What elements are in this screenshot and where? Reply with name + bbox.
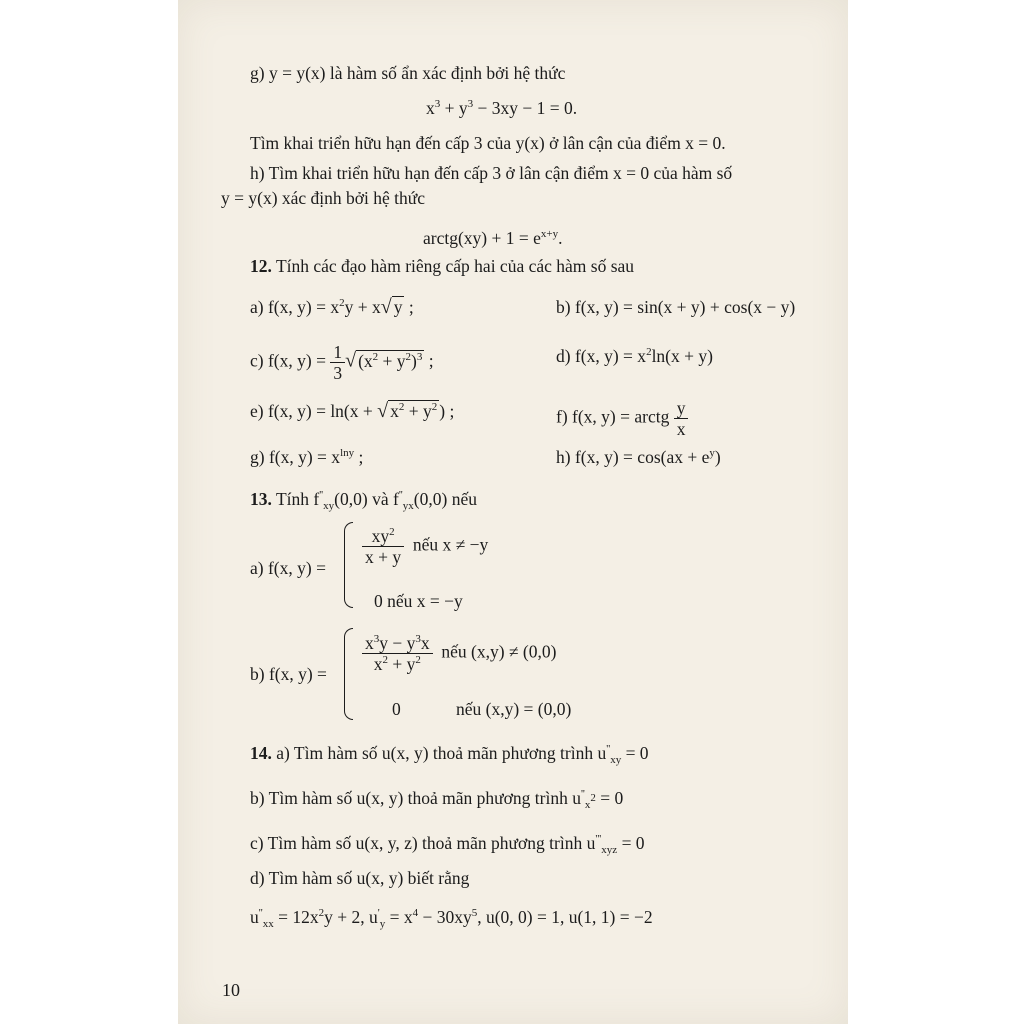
ex12g: g) f(x, $y) = x^{lny}$ ;	[250, 447, 364, 467]
ex14-number: 14.	[250, 743, 272, 763]
ex13-heading: 13. Tính $f''_{xy}(0,0)$ và $f''_{yx}(0,0)$ nếu	[250, 489, 477, 512]
ex12-title: Tính các đạo hàm riêng cấp hai của các hàm số sau	[275, 256, 635, 276]
ex11h-equation: arctg(xy) + $1 = e^{x+y}$.	[423, 228, 563, 248]
ex13a-case2: 0 nếu x = −y	[374, 591, 463, 611]
ex11g-line1: g) y = y(x) là hàm số ẩn xác định bởi hệ thức	[250, 63, 566, 83]
ex14c: c) Tìm hàm số u(x, y, z) thoả mãn phương trình $u'''_{xyz} = 0$	[250, 833, 645, 856]
ex12-heading	[250, 255, 634, 277]
ex13a-case1: $\frac{xy^2}{x + y}$ nếu x ≠ −y	[362, 526, 488, 567]
ex12c: c) f(x, y) = $\frac{1}{3}$ √ $(x^2 + y^2)^3$ ;	[250, 342, 434, 383]
ex11h-line2: y = y(x) xác định bởi hệ thức	[221, 188, 426, 208]
textbook-page	[178, 0, 848, 1024]
ex13b-case2: 0	[392, 699, 401, 719]
ex12d: d) f(x, $y) = x^2\ln(x + y)$	[556, 346, 713, 366]
ex12h: h) f(x, $y) = \cos(ax + e^y)$	[556, 447, 721, 467]
ex13b-label: b) f(x, y) =	[250, 664, 327, 684]
ex14a: 14. a) Tìm hàm số u(x, y) thoả mãn phương trình $u''_{xy} = 0$	[250, 743, 649, 766]
page-number: 10	[222, 980, 240, 1000]
ex12b: b) f(x, y) = sin(x + y) + cos(x − y)	[556, 297, 796, 317]
ex13b-case1: $\frac{x^3y - y^3x}{x^2 + y^2}$ nếu (x,y) ≠ (0,0)	[362, 633, 556, 674]
ex12-number: 12.	[250, 256, 272, 276]
ex11h-line1: h) Tìm khai triển hữu hạn đến cấp 3 ở lân cận điểm x = 0 của hàm số	[250, 163, 733, 183]
ex12a: a) f(x, $y) = x^2y + x√$ y ;	[250, 296, 414, 318]
ex13-number: 13.	[250, 489, 272, 509]
ex11g-line2: Tìm khai triển hữu hạn đến cấp 3 của y(x) ở lân cận của điểm x = 0.	[250, 133, 726, 153]
ex12e: e) f(x, y) = ln(x + √ $x^2 + y^2$ ) ;	[250, 400, 455, 422]
ex14d-equation: $u''_{xx} = 12x^2y + 2$, $u'_y = x^4 - 30xy^5$, u(0, 0) = 1, u(1, 1) = −2	[250, 907, 653, 930]
ex13b-brace	[344, 628, 353, 720]
ex14b: b) Tìm hàm số u(x, y) thoả mãn phương trình $u''_{x^2} = 0$	[250, 788, 624, 811]
ex13b-case2-cond: nếu (x,y) = (0,0)	[456, 699, 572, 719]
ex11g-equation: $x^3 + y^3 - 3xy - 1 = 0$.	[426, 98, 578, 118]
ex12f: f) f(x, y) = arctg $\frac{y}{x}$	[556, 398, 688, 439]
ex13a-label: a) f(x, y) =	[250, 558, 326, 578]
ex13a-brace	[344, 522, 353, 608]
ex14d: d) Tìm hàm số u(x, y) biết rằng	[250, 868, 470, 888]
